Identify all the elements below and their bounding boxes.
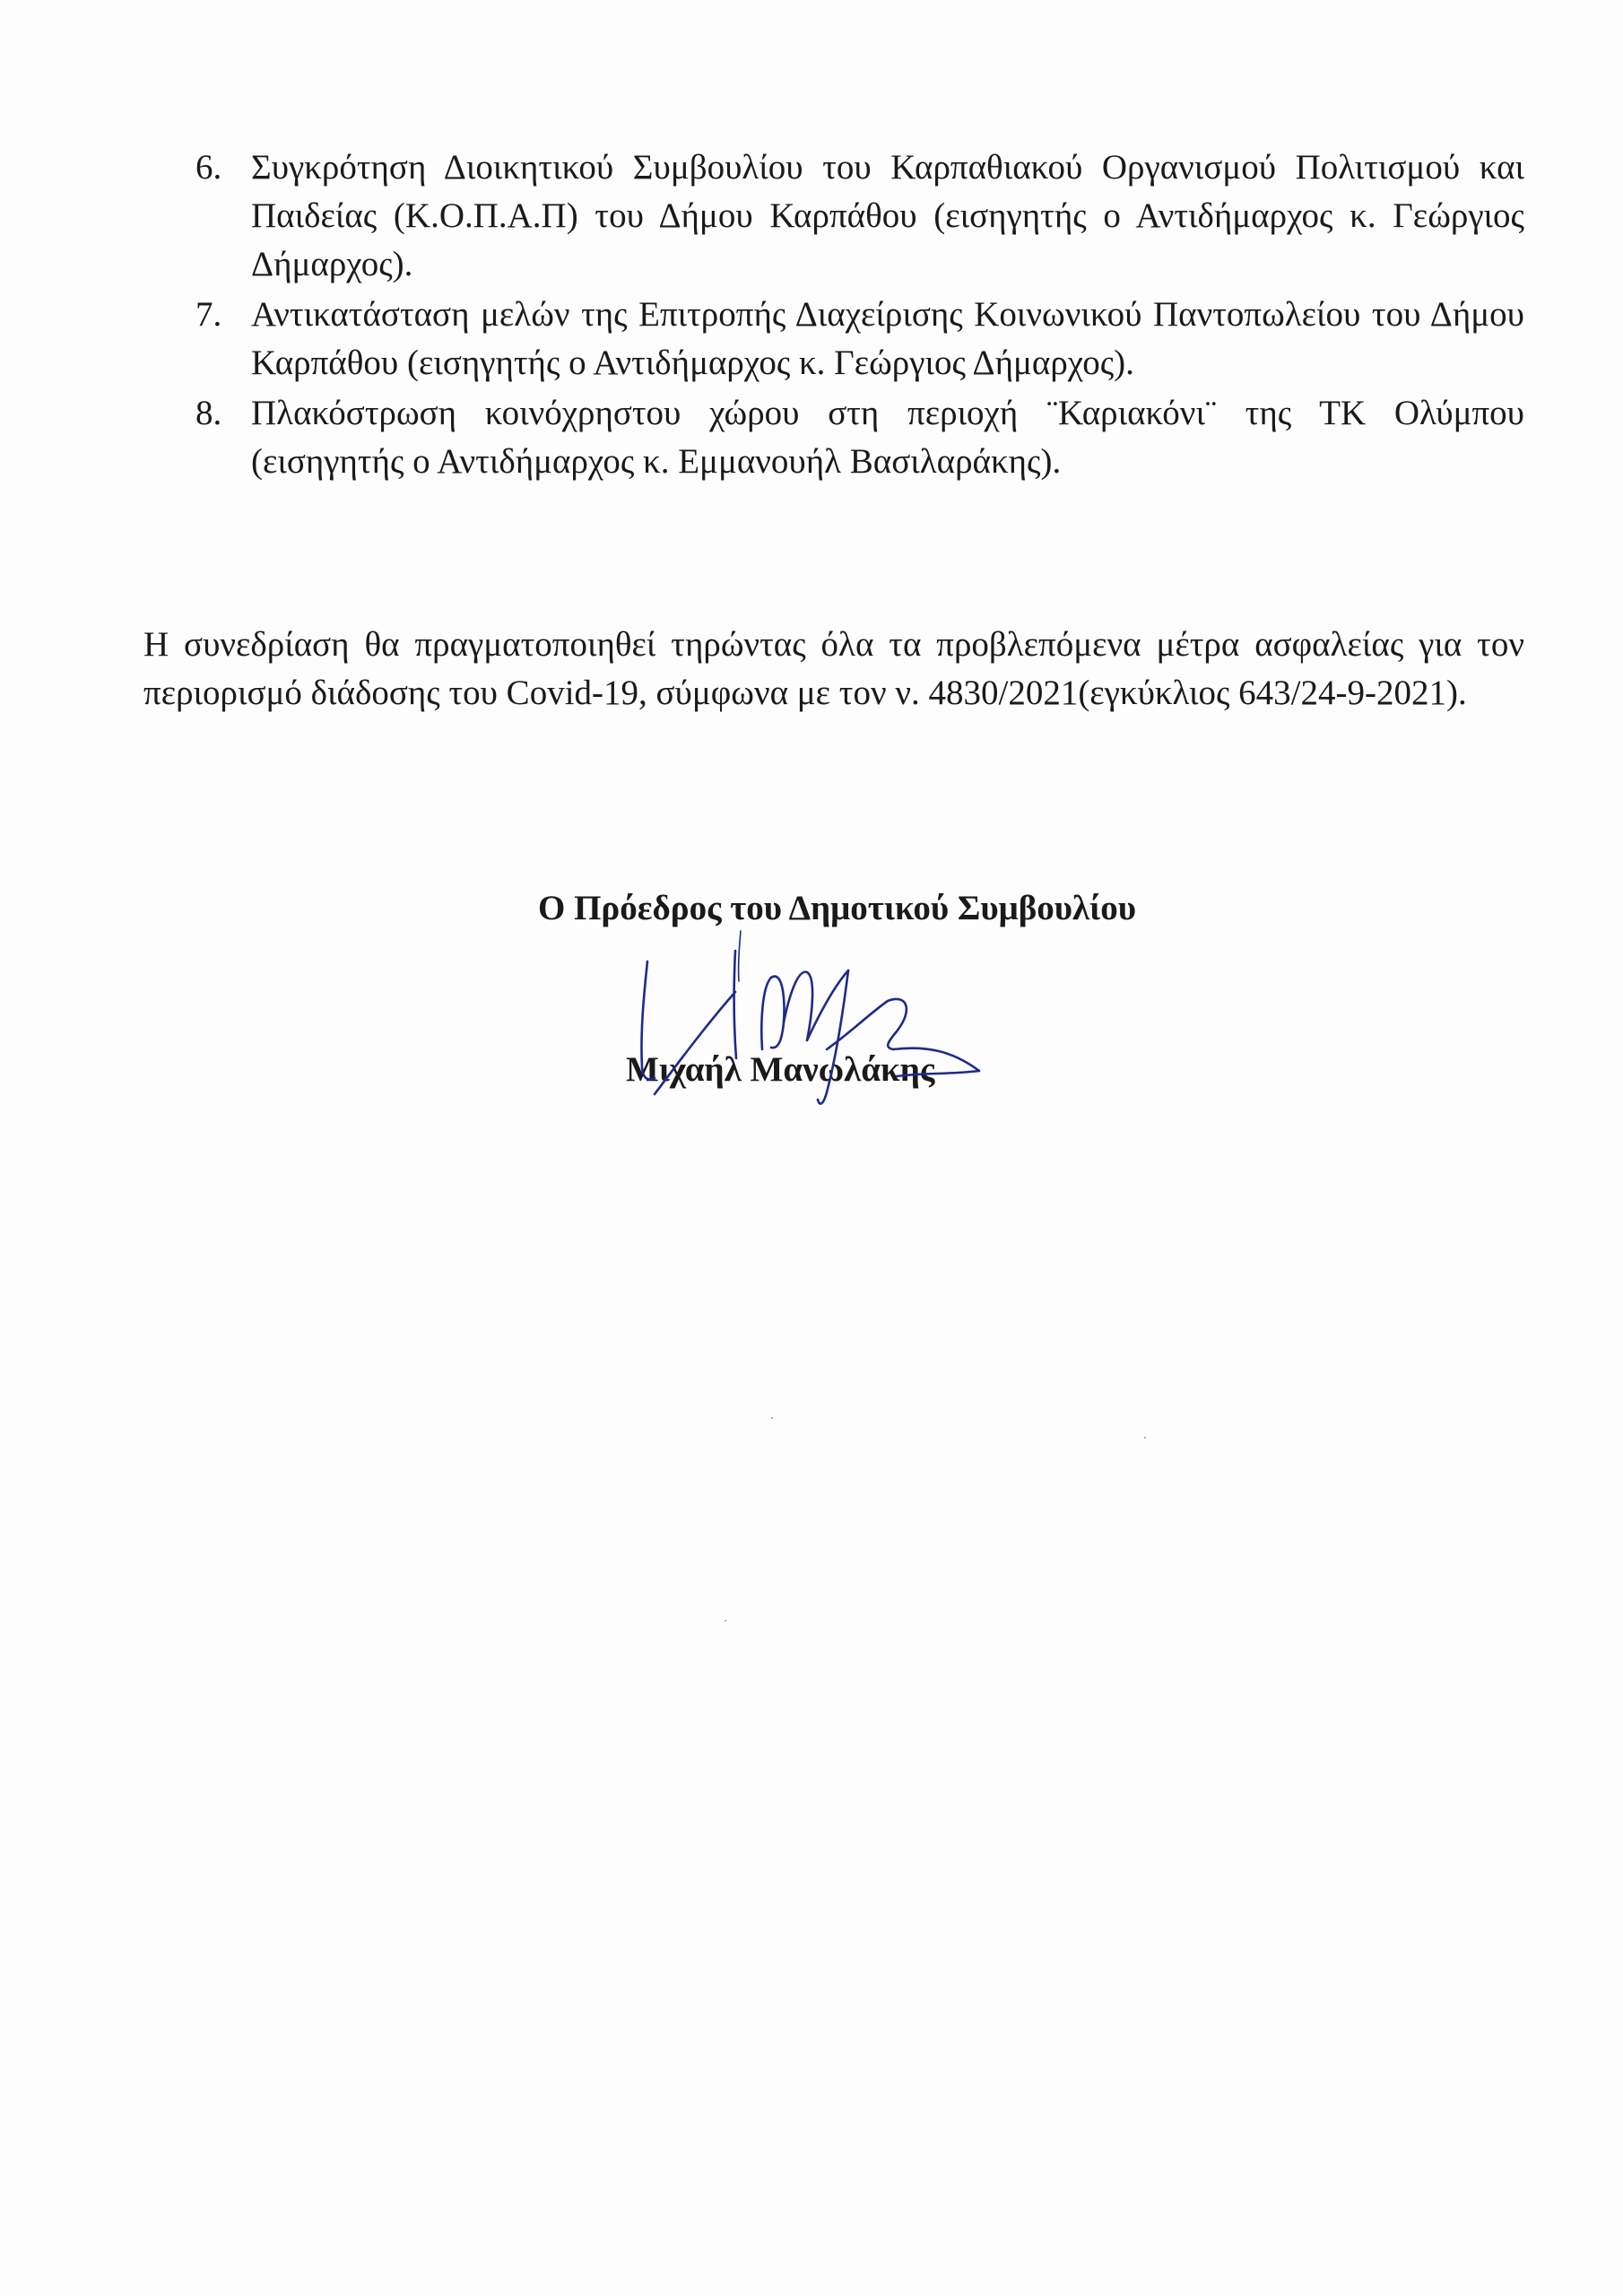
- agenda-item-number: 6.: [195, 148, 222, 187]
- handwritten-signature: [628, 915, 1004, 1130]
- signatory-title: Ο Πρόεδρος του Δημοτικού Συμβουλίου: [538, 889, 1137, 927]
- signatory-name: Μιχαήλ Μανωλάκης: [626, 1050, 935, 1089]
- agenda-item-text: Συγκρότηση Διοικητικού Συμβουλίου του Καρπαθιακού Οργανισμού Πολιτισμού και Παιδείας (Κ.Ο.Π.Α.Π) του Δήμου Καρπάθου (εισηγητής ο Αντιδήμαρχος κ. Γεώργιος Δήμαρχος).: [251, 148, 1524, 283]
- covid-measures-note: Η συνεδρίαση θα πραγματοποιηθεί τηρώντας όλα τα προβλεπόμενα μέτρα ασφαλείας για τον περιορισμό διάδοσης του Covid-19, σύμφωνα με τον ν. 4830/2021(εγκύκλιος 643/24-9-2021).: [143, 625, 1524, 712]
- scan-speck: [771, 1417, 773, 1419]
- agenda-item-text: Αντικατάσταση μελών της Επιτροπής Διαχείρισης Κοινωνικού Παντοπωλείου του Δήμου Καρπάθου (εισηγητής ο Αντιδήμαρχος κ. Γεώργιος Δήμαρχος).: [251, 295, 1524, 382]
- agenda-item-text: Πλακόστρωση κοινόχρηστου χώρου στη περιοχή ¨Καριακόνι¨ της ΤΚ Ολύμπου (εισηγητής ο Αντιδήμαρχος κ. Εμμανουήλ Βασιλαράκης).: [251, 394, 1524, 481]
- agenda-item: [195, 389, 1524, 486]
- agenda-item-number: 7.: [195, 295, 222, 334]
- agenda-list: [195, 144, 1524, 488]
- agenda-item-number: 8.: [195, 394, 222, 432]
- agenda-item: [195, 144, 1524, 289]
- scan-speck: [725, 1620, 726, 1622]
- agenda-item: [195, 291, 1524, 387]
- scan-speck: [1144, 1437, 1146, 1439]
